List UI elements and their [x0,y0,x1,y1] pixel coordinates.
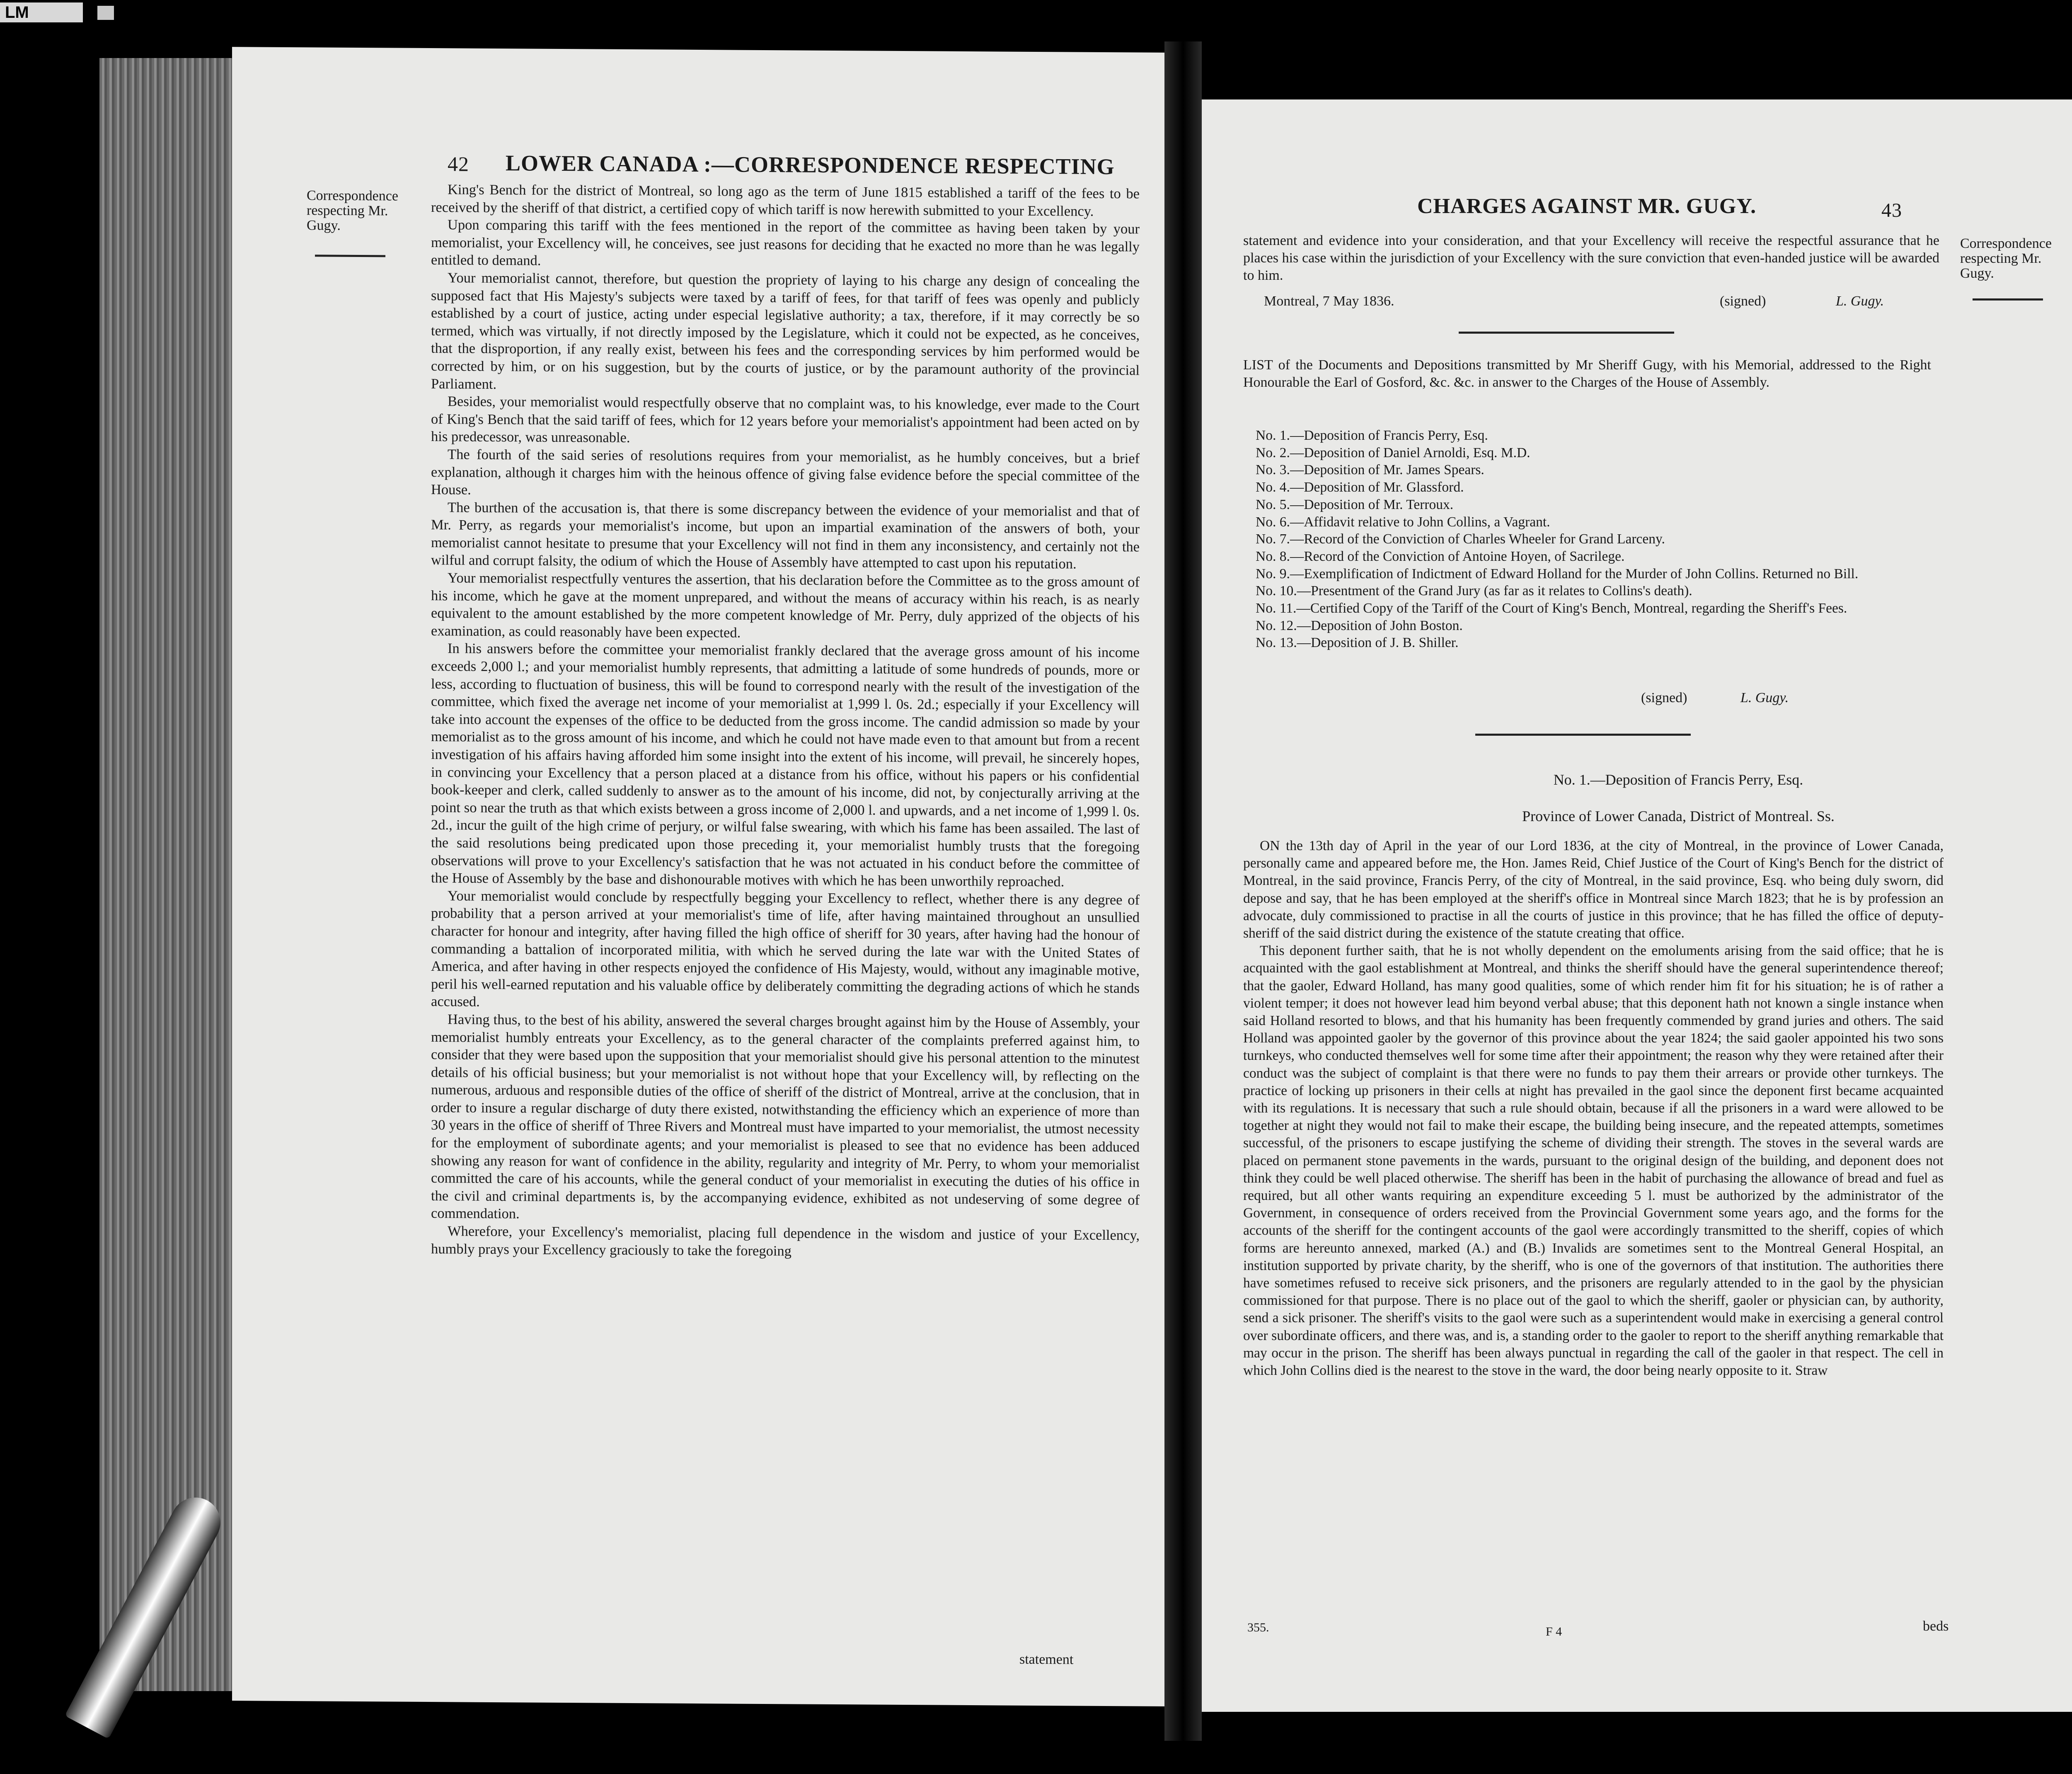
list-item: No. 4.—Deposition of Mr. Glassford. [1256,480,1464,495]
printer-signature-number: 355. [1247,1621,1269,1634]
right-margin-note: Correspondence respecting Mr. Gugy. [1960,236,2052,281]
deposition-heading: No. 1.—Deposition of Francis Perry, Esq. [1553,771,1803,788]
list-item: No. 5.—Deposition of Mr. Terroux. [1256,497,1454,512]
memorial-signed: (signed) [1720,293,1766,309]
left-paragraph: King's Bench for the district of Montreal, so long ago as the term of June 1815 established a tariff of the fees to be received by the sheriff of that district, a certified copy of which tariff is now herewith submitted to your Excellency. [431,182,1140,219]
section-rule [1459,332,1674,334]
left-paragraph: Upon comparing this tariff with the fees mentioned in the report of the committee as having been taken by your memorialist, your Excellency will, he conceives, see just reasons for deciding that he exacted no more than he was legally entitled to demand. [431,217,1140,269]
left-page [232,47,1164,1706]
deposition-body [1243,837,1944,1616]
left-paragraph: Your memorialist respectfully ventures the assertion, that his declaration before the Committee as to the gross amount of his income, which he gave at the moment unprepared, and without the means of accuracy within his reach, is as nearly equivalent to the amount established by the more competent knowledge of Mr. Perry, duly apprized of the objects of his examination, as could reasonably have been expected. [431,570,1140,641]
film-marker [0,0,124,25]
left-body-text [431,181,1140,1644]
left-catchword: statement [1019,1651,1074,1667]
left-paragraph: Besides, your memorialist would respectfully observe that no complaint was, to his knowledge, ever made to the Court of King's Bench that the said tariff of fees, which for 12 years before your memorialist's appointment had been acted on by his predecessor, was unreasonable. [431,393,1140,446]
list-item: No. 10.—Presentment of the Grand Jury (as far as it relates to Collins's death). [1256,583,1692,599]
book-page-edges-left [99,58,236,1691]
left-margin-note: Correspondence respecting Mr. Gugy. [307,188,398,233]
list-item: No. 12.—Deposition of John Boston. [1256,618,1463,633]
left-paragraph: The burthen of the accusation is, that there is some discrepancy between the evidence of your memorialist and that of Mr. Perry, as regards your memorialist's income, but upon an impartial examination of the answers of both, your memorialist cannot hesitate to presume that your Excellency will not find in them any inconsistency, and certainly not the wilful and corrupt falsity, the odium of which the House of Assembly have attempted to cast upon his reputation. [431,499,1140,572]
deposition-paragraph: This deponent further saith, that he is not wholly dependent on the emoluments arising from the said office; that he is acquainted with the gaol establishment at Montreal, and thinks the sheriff should have the general superintendence thereof; that the gaoler, Edward Holland, has many good qualities, some of which render him fit for his situation; he is of rather a violent temper; it does not however lead him beyond verbal abuse; that this deponent hath not known a single instance when said Holland resorted to blows, and that his humanity has been frequently commended by grand juries and others. The said Holland was appointed gaoler by the governor of this province about the year 1824; the said gaoler appointed his two sons turnkeys, who conducted themselves well for some time after their appointment; the reason why they were retained after their conduct was the subject of complaint is that there were no funds to pay them their arrears or provide other turnkeys. The practice of locking up prisoners in their cells at night has prevailed in the gaol since the deponent first became acquainted with its regulations. It is necessary that such a rule should obtain, because if all the prisoners in a ward were allowed to be together at night they would not fail to make their escape, the building being insecure, and the repeated attempts, sometimes successful, of the prisoners to escape justifying the scheme of dividing their strength. The stoves in the several wards are placed on permanent stone pavements in the wards, pursuant to the original design of the building, and deponent does not think they could be well placed otherwise. The sheriff has been in the habit of purchasing the allowance of bread and fuel as required, but all other wants requiring an expenditure exceeding 5 l. must be authorized by the administrator of the Government, in consequence of orders received from the Provincial Government some years ago, and the forms for the accounts of the sheriff for the contingent accounts of the gaol were accordingly transmitted to the sheriff, copies of which forms are hereunto annexed, marked (A.) and (B.) Invalids are sometimes sent to the Montreal General Hospital, an institution supported by private charity, by the sheriff, who is one of the governors of that institution. The authorities there have sometimes refused to receive sick prisoners, and the prisoners are regularly attended to in the gaol by the physician commissioned for that purpose. There is no place out of the gaol to which the sheriff, gaoler or physician can, by authority, send a sick prisoner. The sheriff's visits to the gaol were such as a superintendent would make in exercising a general control over subordinate officers, and there was, and is, a standing order to the gaoler to report to the sheriff anything remarkable that may occur in the prison. The sheriff has been always punctual in regarding the call of the gaoler in that respect. The cell in which John Collins died is the nearest to the stove in the ward, the door being nearly opposite to it. Straw [1243,943,1944,1379]
list-item: No. 2.—Deposition of Daniel Arnoldi, Esq. M.D. [1256,445,1530,460]
right-catchword: beds [1923,1619,1949,1634]
documents-list [1256,427,1939,652]
memorial-date: Montreal, 7 May 1836. [1264,293,1394,309]
book-gutter [1164,41,1202,1741]
list-item: No. 9.—Exemplification of Indictment of Edward Holland for the Murder of John Collins. Returned no Bill. [1256,566,1859,582]
left-margin-rule [315,254,385,257]
section-rule [1475,734,1691,736]
list-item: No. 1.—Deposition of Francis Perry, Esq. [1256,428,1488,443]
list-item: No. 13.—Deposition of J. B. Shiller. [1256,635,1459,651]
left-running-title: LOWER CANADA :—CORRESPONDENCE RESPECTING [506,150,1115,179]
left-paragraph: Your memorialist cannot, therefore, but question the propriety of laying to his charge any design of concealing the supposed fact that His Majesty's subjects were taxed by a tariff of fees, for that tariff of fees was openly and publicly established by a court of justice, acting under especial legislative authority; a tax, therefore, if it may correctly be so termed, which was virtually, if not directly imposed by the Legislature, which it could not be expected, as he conceives, that the disproportion, if any really exist, between his fees and the corresponding services by him performed would be corrected by him, or on his suggestion, but by the courts of justice, or by the paramount authority of the provincial Parliament. [431,270,1140,392]
film-marker-label: LM [0,2,83,22]
deposition-paragraph: ON the 13th day of April in the year of our Lord 1836, at the city of Montreal, in the province of Lower Canada, personally came and appeared before me, the Hon. James Reid, Chief Justice of the Court of King's Bench for the district of Montreal, in the said province, Francis Perry, of the city of Montreal, in the said province, Esq. who being duly sworn, did depose and say, that he has been employed at the sheriff's office in Montreal since March 1823; that he is by profession an advocate, duly commissioned to practise in all the courts of justice in this province; that he has filled the office of deputy-sheriff of the said district during the existence of the statute creating that office. [1243,838,1944,941]
list-item: No. 11.—Certified Copy of the Tariff of the Court of King's Bench, Montreal, regarding the Sheriff's Fees. [1256,601,1847,616]
left-paragraph: Wherefore, your Excellency's memorialist, placing full dependence in the wisdom and justice of your Excellency, humbly prays your Excellency graciously to take the foregoing [431,1223,1140,1259]
right-page-number: 43 [1881,199,1902,221]
list-item: No. 3.—Deposition of Mr. James Spears. [1256,462,1484,478]
memorial-signature: L. Gugy. [1836,293,1884,309]
film-marker-square [97,6,114,20]
left-paragraph: In his answers before the committee your memorialist frankly declared that the average gross amount of his income exceeds 2,000 l.; and your memorialist humbly represents, that admitting a latitude of some hundreds of pounds, more or less, according to fluctuation of business, this will be found to correspond nearly with the result of the investigation of the committee, which fixed the average net income of your memorialist at 1,999 l. 0s. 2d.; especially if your Excellency will take into account the expenses of the office to be deducted from the gross income. The candid admission so made by your memorialist as to the gross amount of his income, and which he could not have made even to that amount but from a recent investigation of his affairs having afforded him some insight into the extent of his income, will prevail, he sincerely hopes, in convincing your Excellency that a person placed at a distance from his office, without his papers or his confidential book-keeper and clerk, called suddenly to answer as to the amount of his income, did not, by conjecturally arriving at the point so near the truth as that which exists between a gross income of 2,000 l. and upwards, and a net income of 1,999 l. 0s. 2d., incur the guilt of the high crime of perjury, or wilful false swearing, with which his fame has been assailed. The last of the said resolutions being predicated upon those preceding it, your memorialist humbly trusts that the foregoing observations will prove to your Excellency's satisfaction that he was not actuated in his conduct before the committee of the House of Assembly by the base and dishonourable motives with which he has been unworthily reproached. [431,640,1140,890]
list-item: No. 7.—Record of the Conviction of Charles Wheeler for Grand Larceny. [1256,531,1665,547]
memorial-dateline [1264,293,1927,309]
right-page [1202,99,2072,1712]
deposition-subheading: Province of Lower Canada, District of Montreal. Ss. [1522,808,1835,824]
left-paragraph: Your memorialist would conclude by respectfully begging your Excellency to reflect, whether there is any degree of probability that a person arrived at your memorialist's time of life, after having maintained throughout an unsullied character for honour and integrity, after having filled the high office of sheriff for 30 years, after having had the honour of commanding a battalion of incorporated militia, with which he served during the late war with the United States of America, and after having in other respects enjoyed the confidence of His Majesty, would, without any imaginable motive, peril his well-earned reputation and his valuable office by deliberately committing the degrading actions of which he stands accused. [431,888,1140,1010]
left-page-number: 42 [448,152,469,176]
list-signed: (signed) [1641,690,1687,705]
list-signature: L. Gugy. [1740,690,1789,705]
list-item: No. 8.—Record of the Conviction of Antoine Hoyen, of Sacrilege. [1256,548,1625,564]
documents-list-title: LIST of the Documents and Depositions transmitted by Mr Sheriff Gugy, with his Memorial, addressed to the Right Honourable the Earl of Gosford, &c. &c. in answer to the Charges of the House of Assembly. [1243,357,1931,390]
list-item: No. 6.—Affidavit relative to John Collins, a Vagrant. [1256,514,1550,530]
list-signature-line [1641,690,1789,706]
memorial-conclusion: statement and evidence into your consideration, and that your Excellency will receive the respectful assurance that he places his case within the jurisdiction of your Excellency with the sure conviction that even-handed justice will be awarded to him. [1243,233,1939,283]
printer-signature-mark: F 4 [1546,1625,1562,1638]
right-running-title: CHARGES AGAINST MR. GUGY. [1417,194,1757,218]
right-margin-rule [1973,298,2043,301]
left-paragraph: The fourth of the said series of resolutions requires from your memorialist, as he humbly conceives, but a brief explanation, although it charges him with the heinous offence of giving false evidence before the special committee of the House. [431,446,1140,498]
left-paragraph: Having thus, to the best of his ability, answered the several charges brought against him by the House of Assembly, your memorialist humbly entreats your Excellency, as to the general character of the complaints preferred against him, to consider that they were based upon the supposition that your memorialist should give his personal attention to the minutest details of his official business; but your memorialist is not without hope that your Excellency will, by reflecting on the numerous, arduous and responsible duties of the office of sheriff of the district of Montreal, arrive at the conclusion, that in order to insure a regular discharge of duty there existed, notwithstanding the efficiency which an experience of more than 30 years in the office of sheriff of Three Rivers and Montreal must have imparted to your memorialist, the utmost necessity for the employment of subordinate agents; and your memorialist is pleased to see that no evidence has been adduced showing any reason for want of confidence in the ability, regularity and integrity of Mr. Perry, to whom your memorialist committed the care of his accounts, while the general conduct of your memorialist in executing the duties of his office in the civil and criminal departments is, by the accompanying evidence, exhibited as not undeserving of some degree of commendation. [431,1011,1140,1222]
